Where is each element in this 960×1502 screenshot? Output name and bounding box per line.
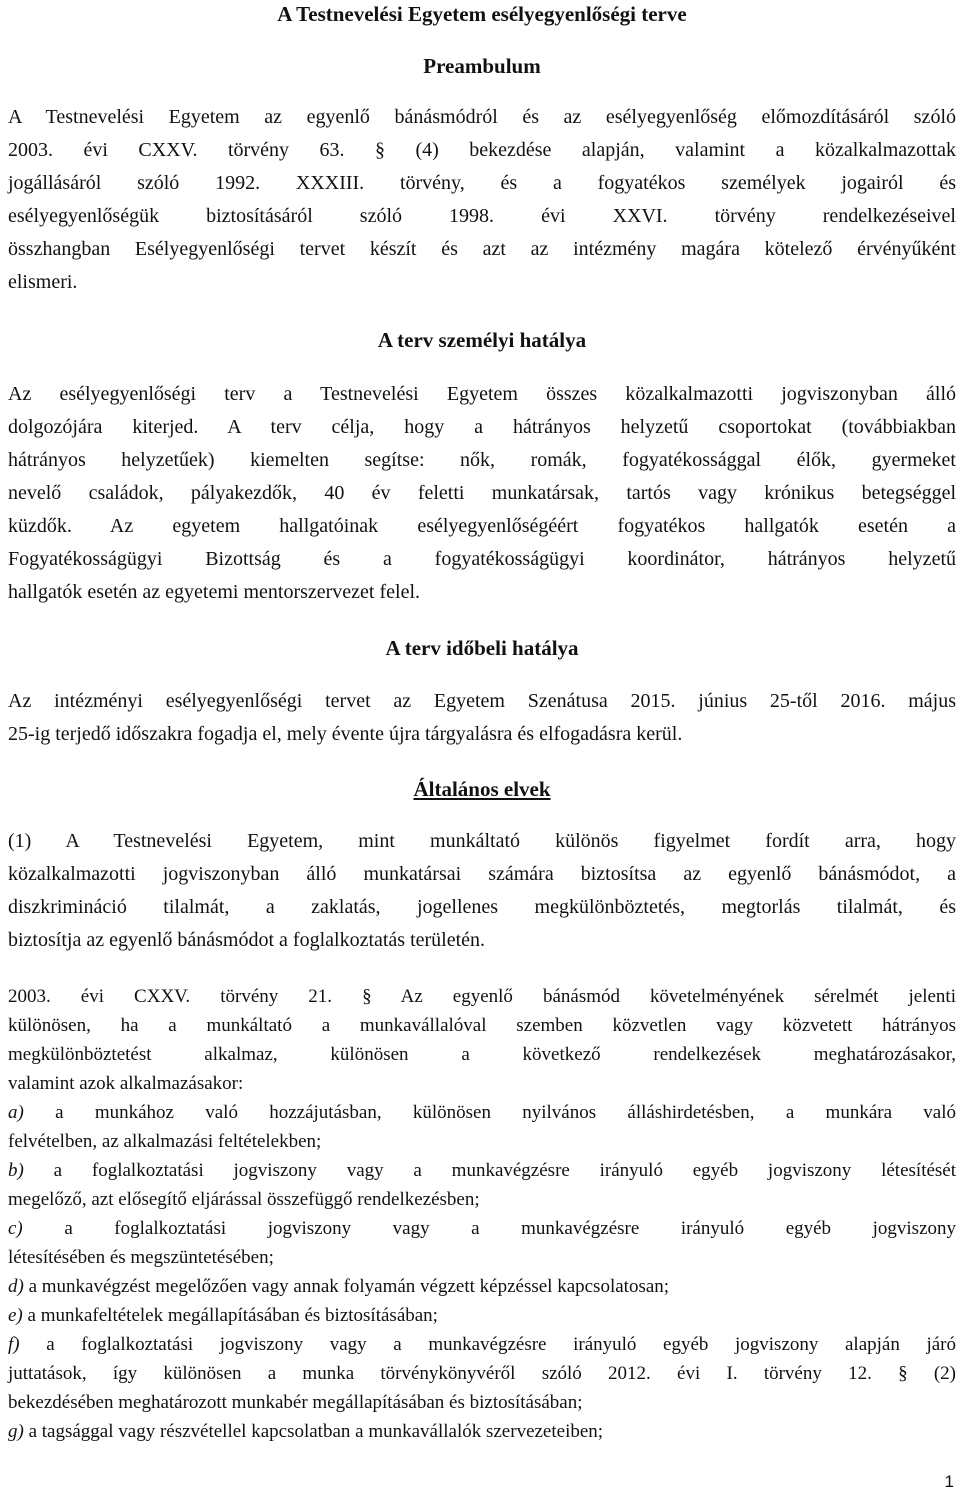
list-marker: b)	[8, 1160, 24, 1181]
text-line: hallgatók esetén az egyetemi mentorszervezet felel.	[8, 581, 421, 603]
list-item: f) a foglalkoztatási jogviszony vagy a munkavégzésre irányuló egyéb jogviszony alapján járó juttatások, így különösen a munka törvénykönyvéről szóló 2012. évi I. törvény 12. § (2) bekezdésében meghatározott munkabér megállapításában és biztosításában;	[8, 1334, 957, 1413]
list-item: b) a foglalkoztatási jogviszony vagy a munkavégzésre irányuló egyéb jogviszony létesítését megelőző, azt elősegítő eljárással összefüggő rendelkezésben;	[8, 1160, 957, 1210]
list-marker: a)	[8, 1102, 24, 1123]
personal-scope-heading: A terv személyi hatálya	[377, 328, 587, 352]
text-line: valamint azok alkalmazásakor:	[8, 1073, 244, 1094]
text-line: Az intézményi esélyegyenlőségi tervet az Egyetem Szenátusa 2015. június 25-től 2016. május	[8, 690, 956, 712]
preamble-paragraph	[8, 101, 956, 299]
text-line: esélyegyenlőségük biztosításáról szóló 1998. évi XXVI. törvény rendelkezéseivel	[8, 205, 956, 227]
text-line: 25-ig terjedő időszakra fogadja el, mely évente újra tárgyalásra és elfogadásra kerül.	[8, 723, 683, 745]
document-title: A Testnevelési Egyetem esélyegyenlőségi terve	[277, 2, 687, 26]
text-line: hátrányos helyzetűek) kiemelten segítse: nők, romák, fogyatékossággal élők, gyermeket	[8, 449, 956, 471]
text-line: A Testnevelési Egyetem az egyenlő bánásmódról és az esélyegyenlőség előmozdításáról szóló	[8, 106, 956, 128]
text-line: diszkrimináció tilalmát, a zaklatás, jogellenes megkülönböztetés, megtorlás tilalmát, és	[8, 896, 956, 918]
text-line: 2003. évi CXXV. törvény 21. § Az egyenlő bánásmód követelményének sérelmét jelenti	[8, 986, 956, 1007]
text-line: dolgozójára kiterjed. A terv célja, hogy a hátrányos helyzetű csoportokat (továbbiakban	[8, 416, 956, 438]
list-item: c) a foglalkoztatási jogviszony vagy a munkavégzésre irányuló egyéb jogviszony létesítésében és megszüntetésében;	[8, 1218, 956, 1268]
text-line: megkülönböztetést alkalmaz, különösen a következő rendelkezések meghatározásakor,	[8, 1044, 956, 1065]
text-line: különösen, ha a munkáltató a munkavállalóval szemben közvetlen vagy közvetett hátrányos	[8, 1015, 956, 1036]
law-quote	[8, 982, 956, 1446]
list-marker: d)	[8, 1276, 24, 1297]
text-line: Az esélyegyenlőségi terv a Testnevelési Egyetem összes közalkalmazotti jogviszonyban álló	[8, 383, 956, 405]
text-line: küzdők. Az egyetem hallgatóinak esélyegyenlőségéért fogyatékos hallgatók esetén a	[8, 515, 956, 537]
personal-scope-paragraph	[8, 378, 956, 609]
list-marker: f)	[8, 1334, 20, 1355]
list-marker: e)	[8, 1305, 23, 1326]
temporal-scope-heading: A terv időbeli hatálya	[385, 636, 579, 660]
principle-1-paragraph	[8, 825, 956, 957]
text-line: közalkalmazotti jogviszonyban álló munkatársai számára biztosítsa az egyenlő bánásmódot, a	[8, 863, 956, 885]
temporal-scope-paragraph	[8, 685, 956, 751]
general-principles-heading: Általános elvek	[413, 777, 551, 801]
text-line: (1) A Testnevelési Egyetem, mint munkáltató különös figyelmet fordít arra, hogy	[8, 830, 956, 852]
text-line: összhangban Esélyegyenlőségi tervet készít és azt az intézmény magára kötelező érvényűként	[8, 238, 956, 260]
preamble-heading: Preambulum	[423, 54, 541, 78]
list-marker: g)	[8, 1421, 24, 1442]
text-line: elismeri.	[8, 271, 78, 293]
list-marker: c)	[8, 1218, 23, 1239]
list-item: a) a munkához való hozzájutásban, különösen nyilvános álláshirdetésben, a munkára való felvételben, az alkalmazási feltételekben;	[8, 1102, 956, 1152]
list-item: e) a munkafeltételek megállapításában és biztosításában;	[8, 1305, 438, 1326]
text-line: nevelő családok, pályakezdők, 40 év feletti munkatársak, tartós vagy krónikus betegséggel	[8, 482, 956, 504]
text-line: biztosítja az egyenlő bánásmódot a foglalkoztatás területén.	[8, 929, 486, 951]
text-line: Fogyatékosságügyi Bizottság és a fogyatékosságügyi koordinátor, hátrányos helyzetű	[8, 548, 956, 570]
list-item: g) a tagsággal vagy részvétellel kapcsolatban a munkavállalók szervezeteiben;	[8, 1421, 604, 1442]
text-line: jogállásáról szóló 1992. XXXIII. törvény, és a fogyatékos személyek jogairól és	[8, 172, 956, 194]
text-line: 2003. évi CXXV. törvény 63. § (4) bekezdése alapján, valamint a közalkalmazottak	[8, 139, 956, 161]
page-number: 1	[944, 1472, 954, 1491]
list-item: d) a munkavégzést megelőzően vagy annak folyamán végzett képzéssel kapcsolatosan;	[8, 1276, 670, 1297]
